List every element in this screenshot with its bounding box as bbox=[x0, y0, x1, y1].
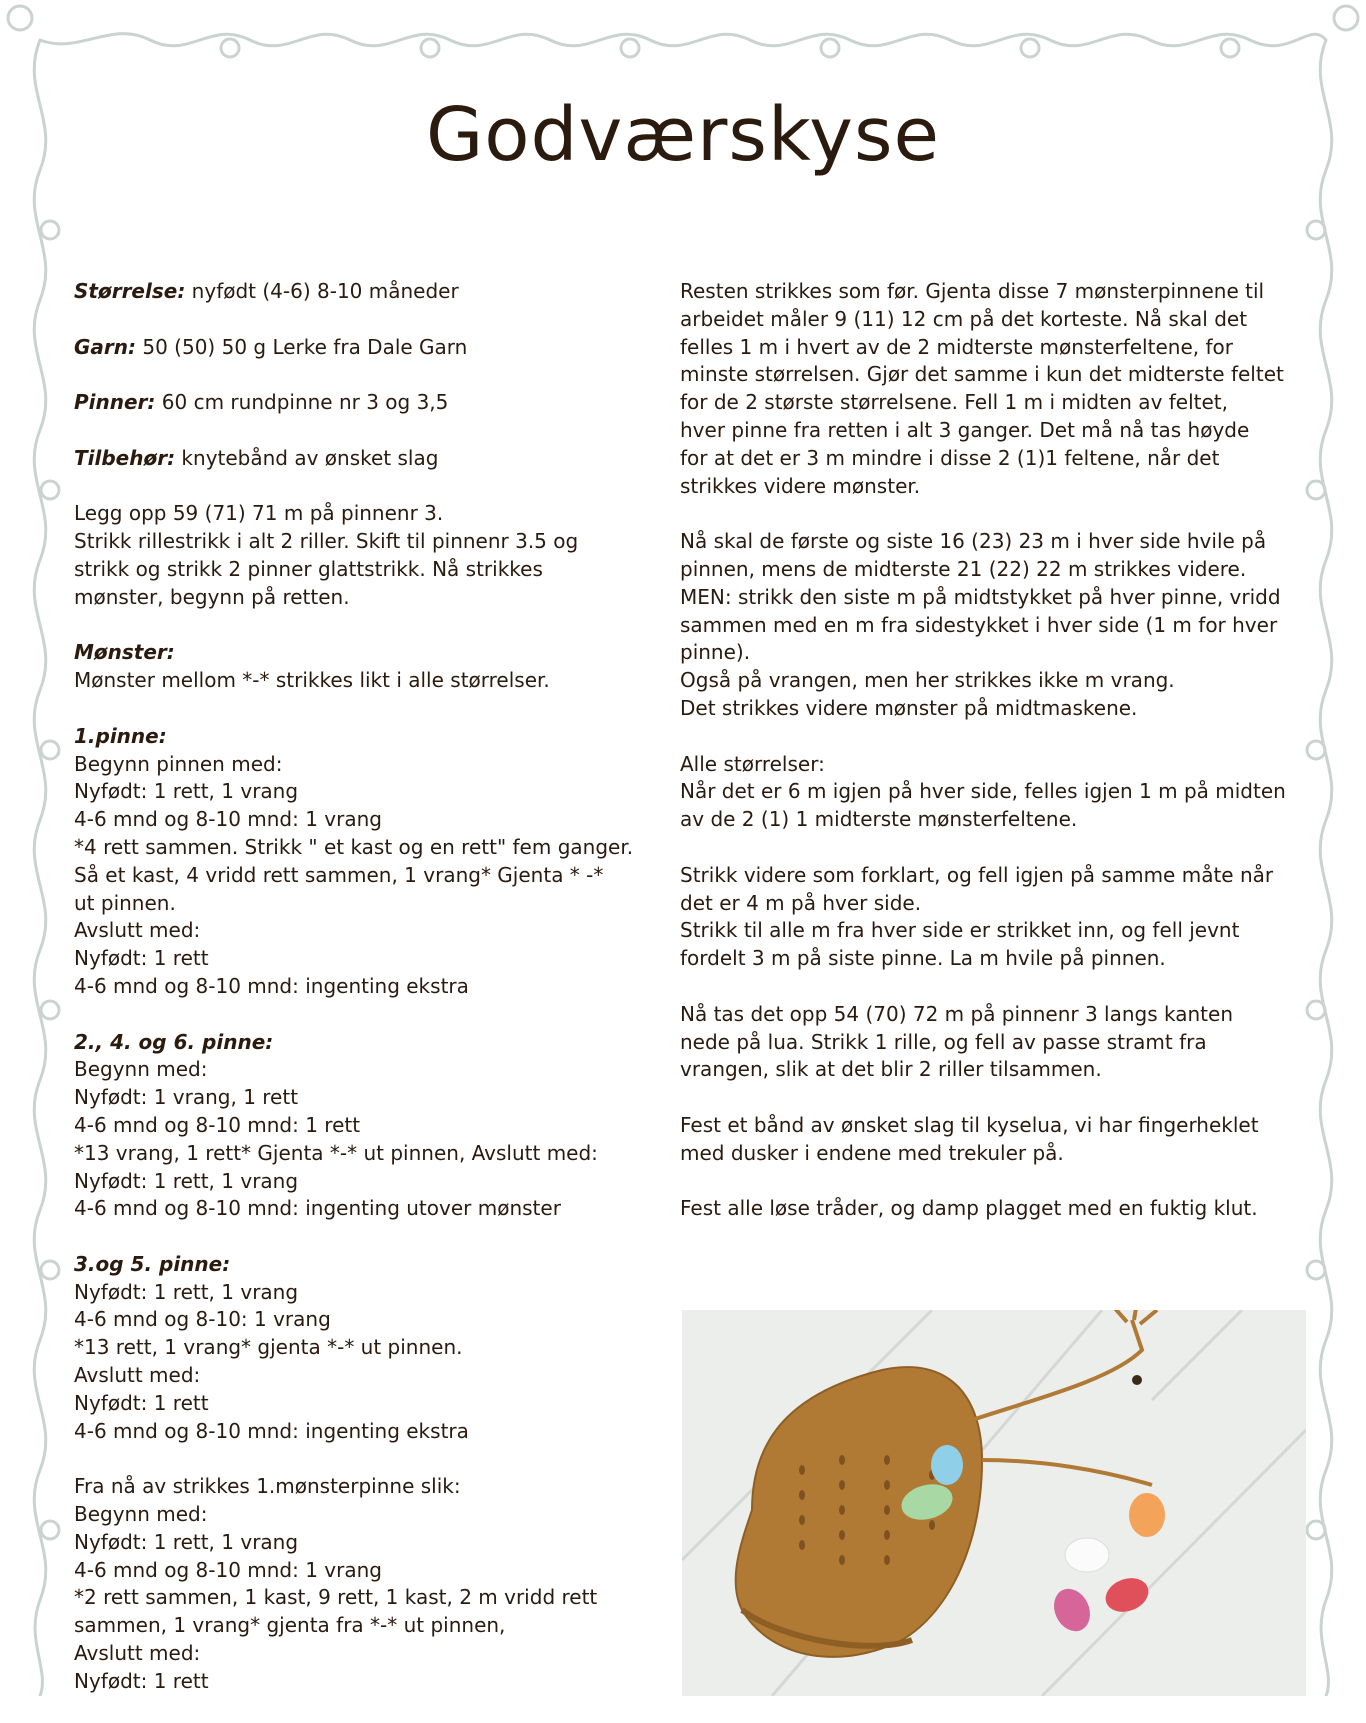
spec-yarn bbox=[74, 334, 654, 362]
intro-line: Legg opp 59 (71) 71 m på pinnenr 3. bbox=[74, 501, 444, 526]
row35-line: Nyfødt: 1 rett bbox=[74, 1390, 209, 1415]
spec-needles bbox=[74, 389, 654, 417]
row35-line: Avslutt med: bbox=[74, 1363, 201, 1388]
right-line: Strikk til alle m fra hver side er strikket inn, og fell jevnt bbox=[680, 918, 1240, 943]
row246-line: 4-6 mnd og 8-10 mnd: ingenting utover mønster bbox=[74, 1196, 561, 1221]
right-line: med dusker i endene med trekuler på. bbox=[680, 1140, 1064, 1165]
right-paragraph bbox=[680, 528, 1320, 723]
right-column bbox=[680, 278, 1320, 1251]
right-line: av de 2 (1) 1 midterste mønsterfeltene. bbox=[680, 807, 1078, 832]
right-paragraph bbox=[680, 278, 1320, 500]
spec-needles-value: 60 cm rundpinne nr 3 og 3,5 bbox=[155, 390, 449, 415]
right-line: MEN: strikk den siste m på midtstykket på hver pinne, vridd bbox=[680, 584, 1281, 609]
from-now-line: 4-6 mnd og 8-10 mnd: 1 vrang bbox=[74, 1557, 382, 1582]
right-line: vrangen, slik at det blir 2 riller tilsammen. bbox=[680, 1057, 1102, 1082]
left-column bbox=[74, 278, 654, 1723]
spec-size-label: Størrelse: bbox=[74, 279, 186, 303]
from-now-line: *2 rett sammen, 1 kast, 9 rett, 1 kast, 2 m vridd rett bbox=[74, 1585, 598, 1610]
spec-size-value: nyfødt (4-6) 8-10 måneder bbox=[185, 279, 459, 303]
row246-line: *13 vrang, 1 rett* Gjenta *-* ut pinnen, Avslutt med: bbox=[74, 1140, 598, 1165]
orange-egg bbox=[1129, 1493, 1165, 1537]
right-paragraph bbox=[680, 1112, 1320, 1168]
row246-line: Begynn med: bbox=[74, 1057, 208, 1082]
from-now-line: Fra nå av strikkes 1.mønsterpinne slik: bbox=[74, 1474, 461, 1499]
row1-heading: 1.pinne: bbox=[74, 723, 167, 748]
right-line: Strikk videre som forklart, og fell igjen på samme måte når bbox=[680, 862, 1274, 887]
right-line: Fest et bånd av ønsket slag til kyselua, vi har fingerheklet bbox=[680, 1112, 1259, 1137]
from-now-line: Avslutt med: bbox=[74, 1641, 201, 1666]
row246-section bbox=[74, 1029, 654, 1224]
bonnet-illustration bbox=[682, 1310, 1306, 1696]
row35-line: *13 rett, 1 vrang* gjenta *-* ut pinnen. bbox=[74, 1335, 463, 1360]
right-line: hver pinne fra retten i alt 3 ganger. Det må nå tas høyde bbox=[680, 417, 1250, 442]
from-now-line: Nyfødt: 1 rett bbox=[74, 1668, 209, 1693]
from-now-line: sammen, 1 vrang* gjenta fra *-* ut pinnen, bbox=[74, 1613, 506, 1638]
right-line: Det strikkes videre mønster på midtmaskene. bbox=[680, 695, 1138, 720]
spec-accessories-value: knytebånd av ønsket slag bbox=[175, 445, 439, 470]
row1-line: 4-6 mnd og 8-10 mnd: 1 vrang bbox=[74, 807, 382, 832]
blue-egg bbox=[931, 1445, 963, 1485]
right-line: for de 2 største størrelsene. Fell 1 m i midten av feltet, bbox=[680, 390, 1229, 415]
row1-line: Nyfødt: 1 rett, 1 vrang bbox=[74, 779, 299, 804]
spec-needles-label: Pinner: bbox=[74, 390, 156, 415]
row246-line: Nyfødt: 1 vrang, 1 rett bbox=[74, 1085, 299, 1110]
right-line: Resten strikkes som før. Gjenta disse 7 mønsterpinnene til bbox=[680, 279, 1265, 303]
row246-heading: 2., 4. og 6. pinne: bbox=[74, 1029, 274, 1054]
right-line: pinnen, mens de midterste 21 (22) 22 m strikkes videre. bbox=[680, 556, 1247, 581]
intro-paragraph bbox=[74, 500, 654, 611]
row35-line: 4-6 mnd og 8-10: 1 vrang bbox=[74, 1307, 331, 1332]
spec-accessories-label: Tilbehør: bbox=[74, 445, 176, 470]
spec-yarn-label: Garn: bbox=[74, 334, 137, 359]
from-now-line: Begynn med: bbox=[74, 1502, 208, 1527]
row1-line: Avslutt med: bbox=[74, 918, 201, 943]
right-paragraph bbox=[680, 1001, 1320, 1084]
right-paragraph bbox=[680, 751, 1320, 834]
right-paragraph bbox=[680, 862, 1320, 973]
row35-line: Nyfødt: 1 rett, 1 vrang bbox=[74, 1279, 299, 1304]
row35-section bbox=[74, 1251, 654, 1446]
right-line: sammen med en m fra sidestykket i hver side (1 m for hver bbox=[680, 612, 1278, 637]
row1-line: Begynn pinnen med: bbox=[74, 751, 283, 776]
bonnet-photo bbox=[682, 1310, 1306, 1696]
row246-line: 4-6 mnd og 8-10 mnd: 1 rett bbox=[74, 1112, 361, 1137]
pattern-line: Mønster mellom *-* strikkes likt i alle størrelser. bbox=[74, 668, 550, 693]
row1-line: *4 rett sammen. Strikk " et kast og en rett" fem ganger. bbox=[74, 834, 634, 859]
spec-accessories bbox=[74, 445, 654, 473]
right-line: for at det er 3 m mindre i disse 2 (1)1 feltene, når det bbox=[680, 445, 1220, 470]
from-now-section bbox=[74, 1473, 654, 1695]
right-line: pinne). bbox=[680, 640, 751, 665]
right-line: Også på vrangen, men her strikkes ikke m vrang. bbox=[680, 668, 1175, 693]
row1-line: 4-6 mnd og 8-10 mnd: ingenting ekstra bbox=[74, 973, 469, 998]
right-line: minste størrelsen. Gjør det samme i kun det midterste feltet bbox=[680, 362, 1284, 387]
pattern-section bbox=[74, 639, 654, 695]
right-line: fordelt 3 m på siste pinne. La m hvile på pinnen. bbox=[680, 946, 1166, 971]
row246-line: Nyfødt: 1 rett, 1 vrang bbox=[74, 1168, 299, 1193]
from-now-line: Nyfødt: 1 rett, 1 vrang bbox=[74, 1529, 299, 1554]
intro-line: strikk og strikk 2 pinner glattstrikk. Nå strikkes bbox=[74, 556, 543, 581]
pattern-heading: Mønster: bbox=[74, 640, 175, 665]
intro-line: Strikk rillestrikk i alt 2 riller. Skift til pinnenr 3.5 og bbox=[74, 529, 579, 554]
right-line: det er 4 m på hver side. bbox=[680, 890, 922, 915]
right-paragraph bbox=[680, 1195, 1320, 1223]
right-line: arbeidet måler 9 (11) 12 cm på det korteste. Nå skal det bbox=[680, 306, 1248, 331]
spec-yarn-value: 50 (50) 50 g Lerke fra Dale Garn bbox=[136, 334, 468, 359]
right-line: felles 1 m i hvert av de 2 midterste mønsterfeltene, for bbox=[680, 334, 1233, 359]
row1-section bbox=[74, 723, 654, 1001]
right-line: Nå skal de første og siste 16 (23) 23 m i hver side hvile på bbox=[680, 529, 1267, 554]
row35-line: 4-6 mnd og 8-10 mnd: ingenting ekstra bbox=[74, 1418, 469, 1443]
row1-line: Så et kast, 4 vridd rett sammen, 1 vrang* Gjenta * -* bbox=[74, 862, 604, 887]
white-egg bbox=[1065, 1538, 1109, 1572]
row1-line: ut pinnen. bbox=[74, 890, 176, 915]
right-line: Alle størrelser: bbox=[680, 751, 825, 776]
row35-heading: 3.og 5. pinne: bbox=[74, 1251, 231, 1276]
page-title: Godværskyse bbox=[425, 92, 941, 178]
spec-size bbox=[74, 278, 654, 306]
right-line: nede på lua. Strikk 1 rille, og fell av passe stramt fra bbox=[680, 1029, 1207, 1054]
right-line: Fest alle løse tråder, og damp plagget med en fuktig klut. bbox=[680, 1196, 1258, 1221]
row1-line: Nyfødt: 1 rett bbox=[74, 946, 209, 971]
intro-line: mønster, begynn på retten. bbox=[74, 584, 350, 609]
right-line: Nå tas det opp 54 (70) 72 m på pinnenr 3 langs kanten bbox=[680, 1001, 1233, 1026]
right-line: strikkes videre mønster. bbox=[680, 473, 921, 498]
right-line: Når det er 6 m igjen på hver side, felles igjen 1 m på midten bbox=[680, 779, 1286, 804]
